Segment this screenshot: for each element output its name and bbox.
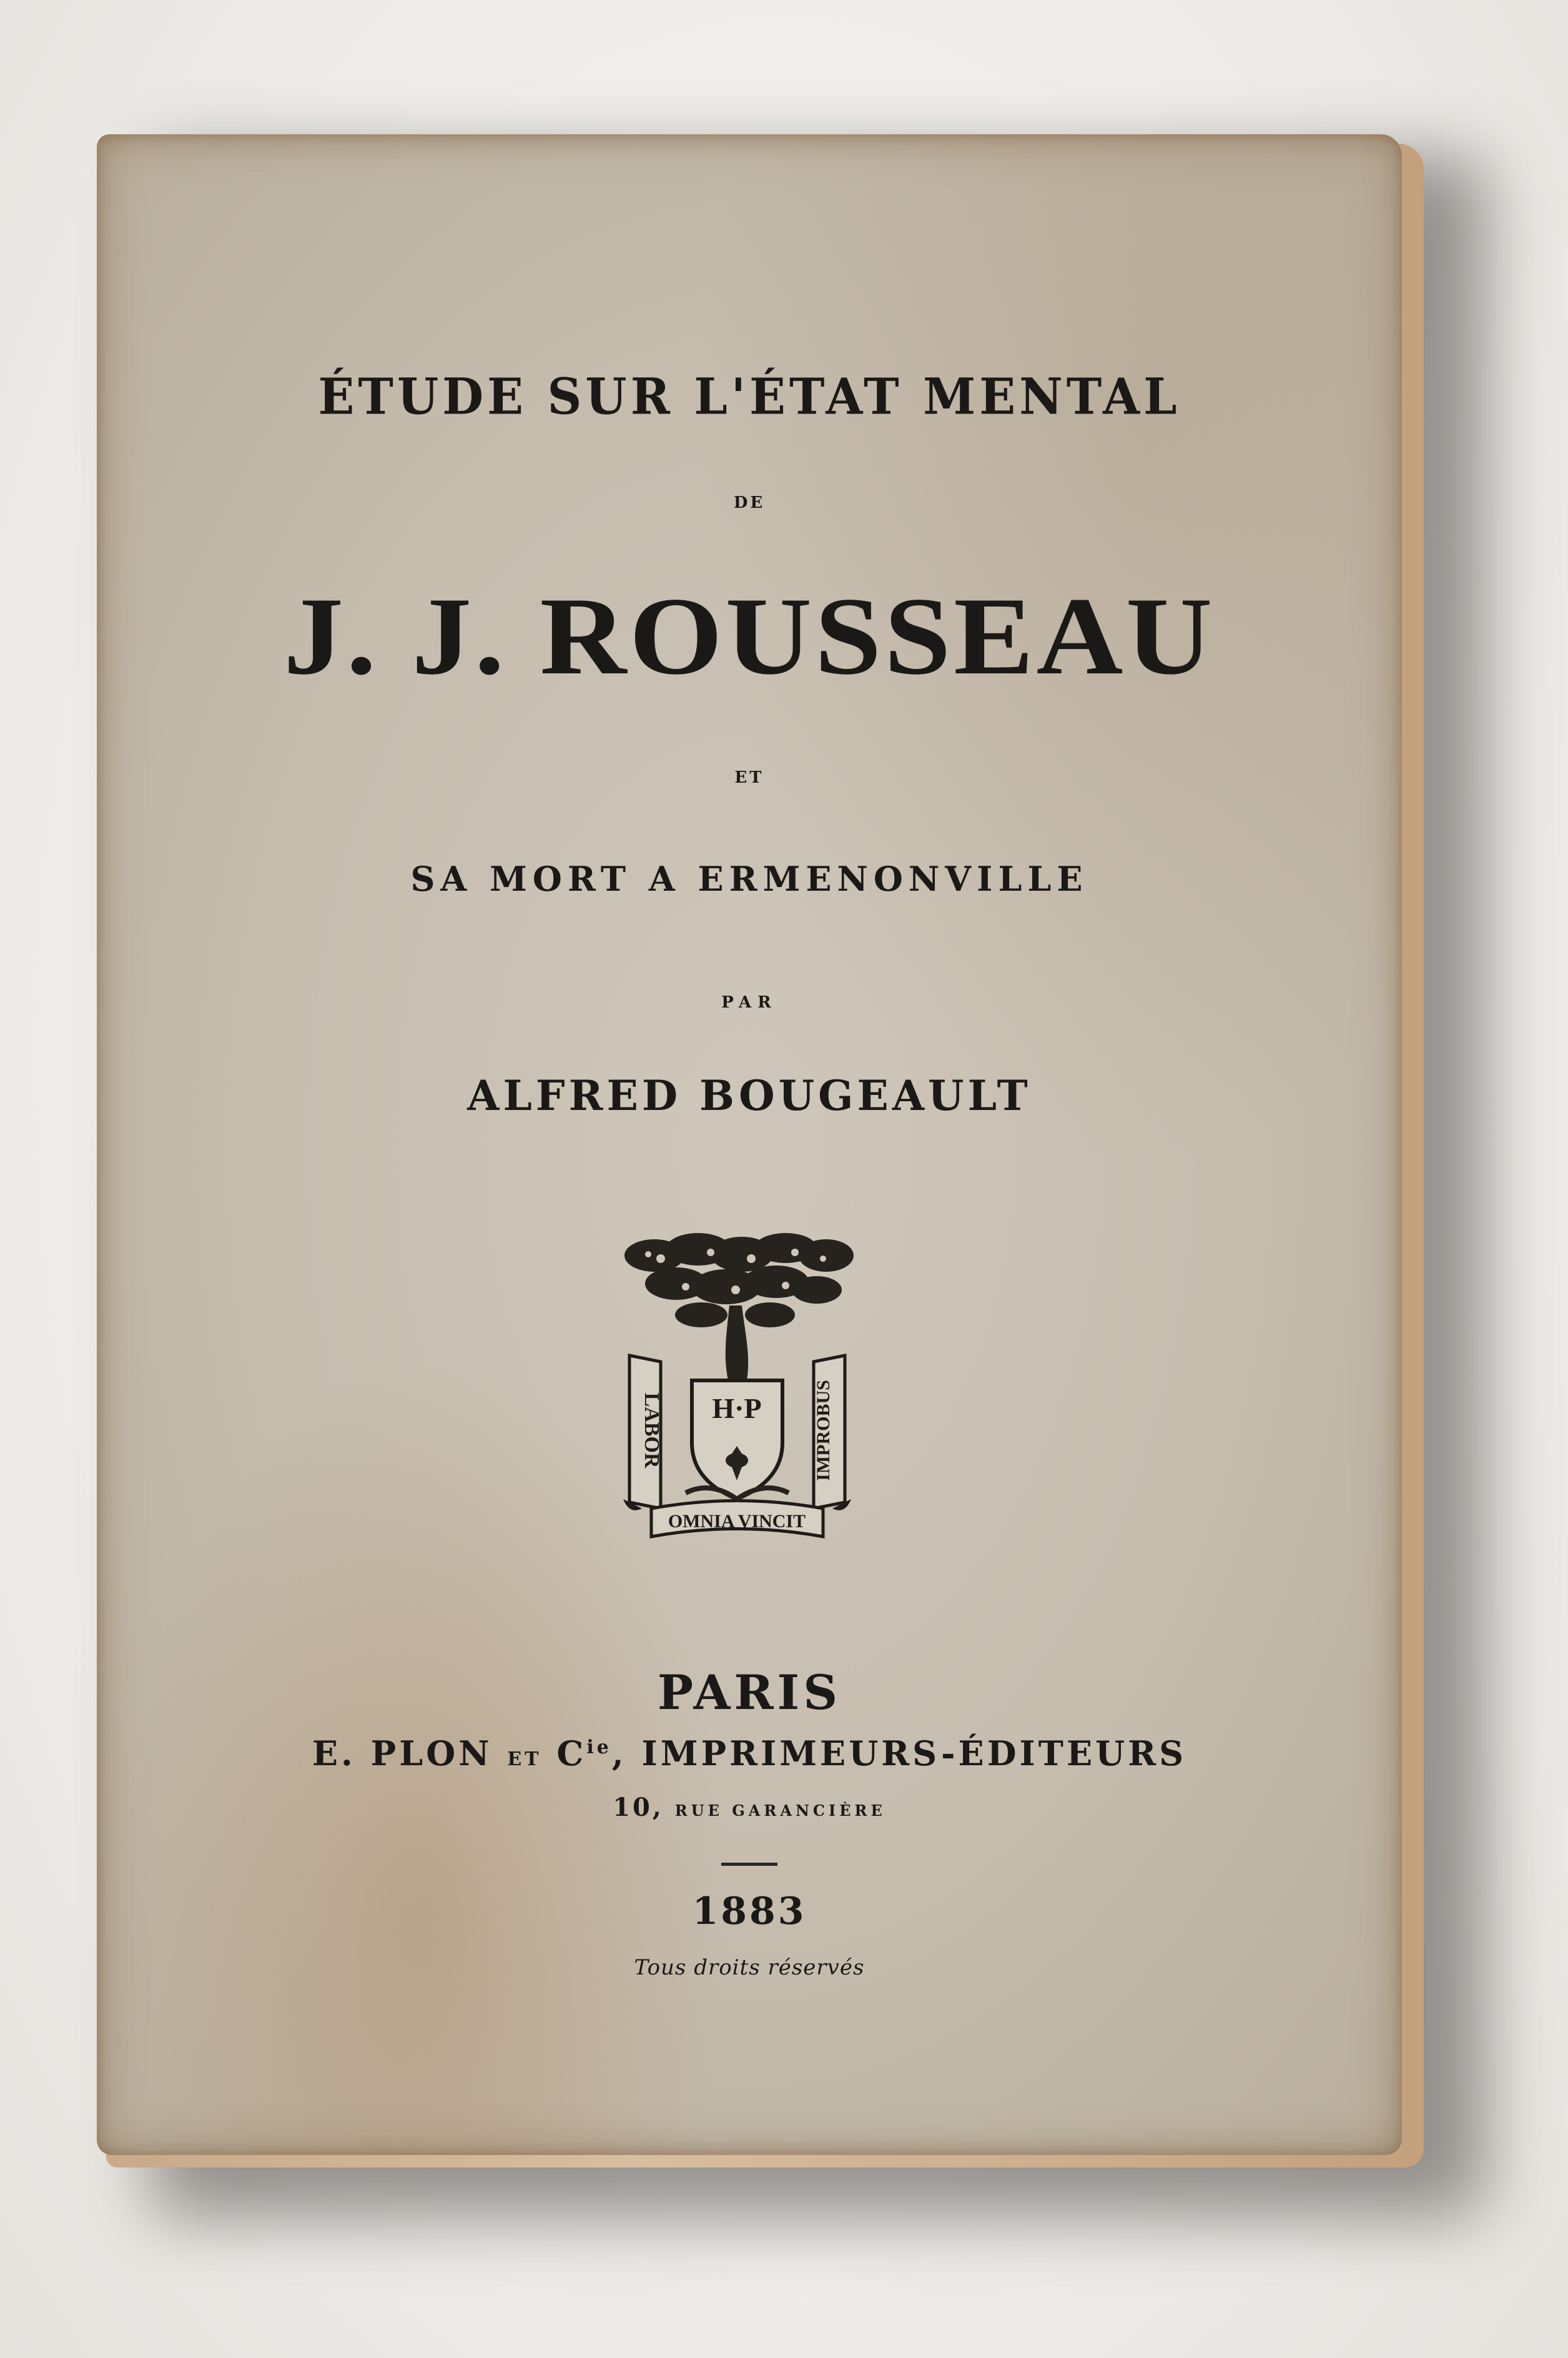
rights-notice: Tous droits réservés [634,1955,865,1980]
address-number: 10, [613,1793,664,1822]
book-cover [97,134,1402,2155]
connector-et: ET [734,768,764,787]
author-name: ALFRED BOUGEAULT [467,1071,1032,1120]
title-line-2: SA MORT A ERMENONVILLE [410,859,1088,899]
divider-rule [721,1863,777,1866]
shield-monogram: H·P [712,1392,762,1424]
publisher-co-superscript: ie [586,1736,612,1758]
connector-de: DE [733,493,766,512]
printers-mark-tree-shield-icon [617,1231,857,1562]
motto-right: IMPROBUS [813,1380,834,1481]
publisher-et: ET [507,1748,542,1770]
subject-name: J. J. ROUSSEAU [284,574,1215,698]
publisher-name: E. PLON [312,1733,493,1773]
publisher-address [97,1793,1402,1822]
tree-trunk [726,1305,748,1380]
publisher-co: C [556,1733,587,1773]
publisher-role: , IMPRIMEURS-ÉDITEURS [611,1733,1187,1773]
publication-year: 1883 [692,1890,807,1933]
motto-left: LABOR [640,1392,663,1469]
motto-bottom: OMNIA VINCIT [668,1511,806,1532]
publication-city: PARIS [657,1665,842,1720]
address-street: RUE GARANCIÈRE [674,1801,886,1820]
publisher-line [97,1733,1402,1773]
connector-par: PAR [721,993,777,1012]
title-line-1: ÉTUDE SUR L'ÉTAT MENTAL [318,367,1181,426]
